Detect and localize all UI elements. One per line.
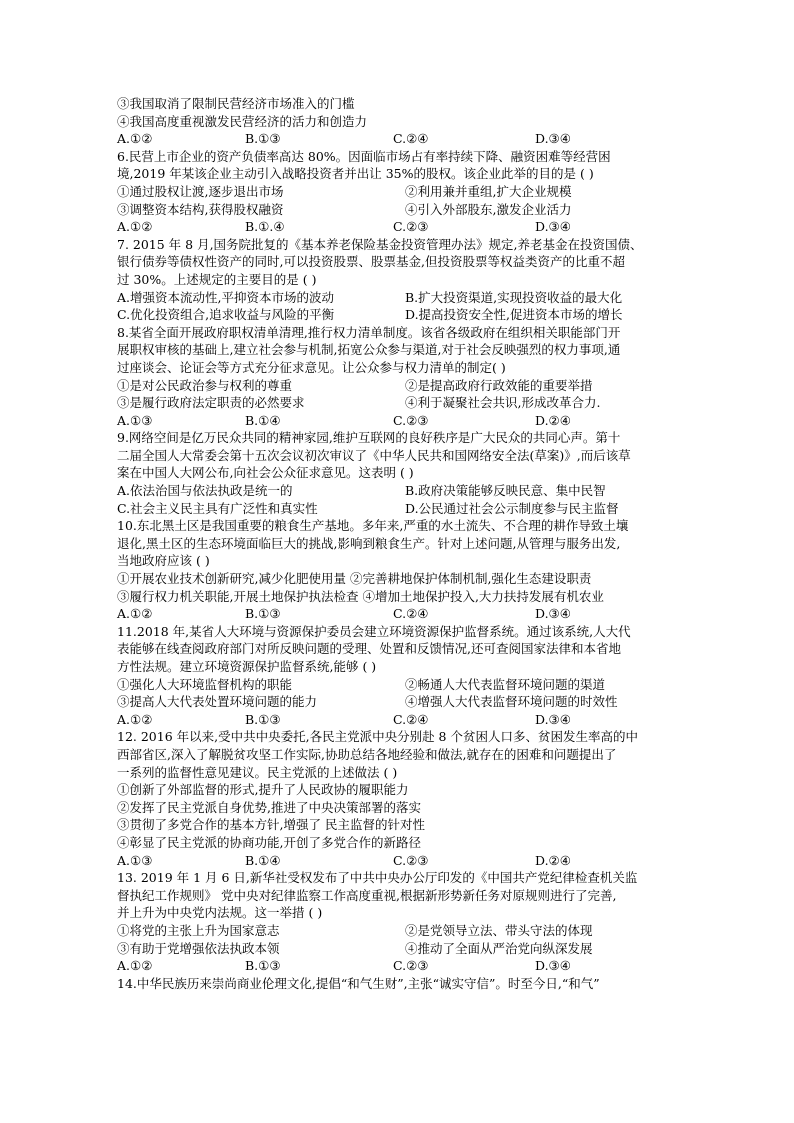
choice-pair xyxy=(117,500,687,518)
choice-pair xyxy=(117,676,687,694)
text-line: 西部省区,深入了解脱贫攻坚工作实际,协助总结各地经验和做法,就存在的困难和问题提出了 xyxy=(117,746,617,762)
choice-pair xyxy=(117,482,687,500)
choice-pair xyxy=(117,201,687,219)
answer-options xyxy=(117,218,687,236)
text-line: 13. 2019 年 1 月 6 日,新华社受权发布了中共中央办公厅印发的《中国共产党纪律检查机关监 xyxy=(117,870,638,886)
text-line: 11.2018 年,某省人大环境与资源保护委员会建立环境资源保护监督系统。通过该系统,人大代 xyxy=(117,623,631,639)
text-line: 当地政府应该 ( ) xyxy=(117,553,210,569)
choice-item: ④推动了全面从严治党向纵深发展 xyxy=(405,940,593,956)
option-a: A.①② xyxy=(117,131,153,147)
text-line: ③我国取消了限制民营经济市场准入的门槛 xyxy=(117,96,355,111)
option-d: D.③④ xyxy=(535,219,571,235)
option-a: A.①② xyxy=(117,606,153,622)
text-line: 14.中华民族历来崇尚商业伦理文化,提倡“和气生财”,主张“诚实守信”。时至今日,“和气” xyxy=(117,975,600,991)
text-line: 6.民营上市企业的资产负债率高达 80%。因面临市场占有率持续下降、融资困难等经营困 xyxy=(117,148,611,164)
option-b: B.①③ xyxy=(245,606,281,622)
document-body xyxy=(117,95,687,992)
option-d: D.③④ xyxy=(535,958,571,974)
answer-options xyxy=(117,412,687,430)
option-a: A.①② xyxy=(117,958,153,974)
option-b: B.①④ xyxy=(245,852,281,868)
option-d: D.②④ xyxy=(535,852,571,868)
choice-item: ③有助于党增强依法执政本领 xyxy=(117,940,280,956)
choice-item: ④利于凝聚社会共识,形成改革合力. xyxy=(405,395,601,411)
choice-item: ①将党的主张上升为国家意志 xyxy=(117,922,280,938)
text-line: 7. 2015 年 8 月,国务院批复的《基本养老保险基金投资管理办法》规定,养老基金在投资国债、 xyxy=(117,236,643,252)
option-b: B.①.④ xyxy=(245,219,285,235)
option-d: D.②④ xyxy=(535,412,571,428)
text-line: ③贯彻了多党合作的基本方针,增强了 民主监督的针对性 xyxy=(117,817,425,833)
choice-item: A.依法治国与依法执政是统一的 xyxy=(117,483,293,499)
choice-pair xyxy=(117,693,687,711)
answer-options xyxy=(117,711,687,729)
choice-item: C.优化投资组合,追求收益与风险的平衡 xyxy=(117,307,335,323)
text-line: 过 30%。上述规定的主要目的是 ( ) xyxy=(117,271,317,287)
choice-item: ③调整资本结构,获得股权融资 xyxy=(117,201,284,217)
option-d: D.③④ xyxy=(535,606,571,622)
text-line: ②发挥了民主党派自身优势,推进了中央决策部署的落实 xyxy=(117,799,421,815)
answer-options xyxy=(117,130,687,148)
option-b: B.①④ xyxy=(245,412,281,428)
text-line: 一系列的监督性意见建议。民主党派的上述做法 ( ) xyxy=(117,764,398,780)
option-b: B.①③ xyxy=(245,958,281,974)
text-line: 二届全国人大常委会第十五次会议初次审议了《中华人民共和国网络安全法(草案)》,而后该草 xyxy=(117,447,631,463)
choice-item: C.社会主义民主具有广泛性和真实性 xyxy=(117,500,318,516)
choice-pair xyxy=(117,922,687,940)
text-line: ①开展农业技术创新研究,减少化肥使用量 ②完善耕地保护体制机制,强化生态建设职责 xyxy=(117,571,592,587)
text-line: 8.某省全面开展政府职权清单清理,推行权力清单制度。该省各级政府在组织相关职能部门开 xyxy=(117,324,621,340)
option-a: A.①② xyxy=(117,219,153,235)
option-c: C.②③ xyxy=(393,852,429,868)
text-line: ③履行权力机关职能,开展土地保护执法检查 ④增加土地保护投入,大力扶持发展有机农业 xyxy=(117,588,604,604)
text-line: 12. 2016 年以来,受中共中央委托,各民主党派中央分别赴 8 个贫困人口多、贫困发生率高的中 xyxy=(117,729,638,745)
text-line: ①创新了外部监督的形式,提升了人民政协的履职能力 xyxy=(117,782,409,798)
text-line: 方性法规。建立环境资源保护监督系统,能够 ( ) xyxy=(117,659,377,674)
choice-item: ②利用兼并重组,扩大企业规模 xyxy=(405,183,572,199)
text-line: 案在中国人大网公布,向社会公众征求意见。这表明 ( ) xyxy=(117,465,414,481)
choice-item: ②是提高政府行政效能的重要举措 xyxy=(405,377,593,393)
choice-item: B.政府决策能够反映民意、集中民智 xyxy=(405,483,606,499)
choice-pair xyxy=(117,394,687,412)
choice-item: ②是党领导立法、带头守法的体现 xyxy=(405,922,593,938)
choice-item: ①通过股权让渡,逐步退出市场 xyxy=(117,183,284,199)
choice-item: D.提高投资安全性,促进资本市场的增长 xyxy=(405,307,623,323)
choice-pair xyxy=(117,289,687,307)
choice-item: ③提高人大代表处置环境问题的能力 xyxy=(117,694,318,710)
option-c: C.②③ xyxy=(393,412,429,428)
option-a: A.①② xyxy=(117,711,153,727)
choice-item: ③是履行政府法定职责的必然要求 xyxy=(117,395,305,411)
choice-item: ④增强人大代表监督环境问题的时效性 xyxy=(405,694,618,710)
choice-pair xyxy=(117,940,687,958)
choice-item: A.增强资本流动性,平抑资本市场的波动 xyxy=(117,289,334,305)
choice-item: ④引入外部股东,激发企业活力 xyxy=(405,201,572,217)
choice-item: D.公民通过社会公示制度参与民主监督 xyxy=(405,500,619,516)
option-b: B.①③ xyxy=(245,131,281,147)
text-line: ④彰显了民主党派的协商功能,开创了多党合作的新路径 xyxy=(117,834,421,850)
text-line: 并上升为中央党内法规。这一举措 ( ) xyxy=(117,905,323,921)
choice-pair xyxy=(117,377,687,395)
text-line: 督执纪工作规则》 党中央对纪律监察工作高度重视,根据新形势新任务对原规则进行了完善, xyxy=(117,887,617,903)
answer-options xyxy=(117,852,687,870)
choice-pair xyxy=(117,183,687,201)
option-c: C.②③ xyxy=(393,219,429,235)
text-line: 展职权审核的基础上,建立社会参与机制,拓宽公众参与渠道,对于社会反映强烈的权力事项,通 xyxy=(117,342,621,358)
text-line: 9.网络空间是亿万民众共同的精神家园,维护互联网的良好秩序是广大民众的共同心声。第十 xyxy=(117,430,621,446)
text-line: 退化,黑土区的生态环境面临巨大的挑战,影响到粮食生产。针对上述问题,从管理与服务出发, xyxy=(117,535,621,551)
choice-item: ①是对公民政治参与权利的尊重 xyxy=(117,377,293,393)
text-line: 表能够在线查阅政府部门对所反映问题的受理、处置和反馈情况,还可查阅国家法律和本省地 xyxy=(117,641,621,657)
option-d: D.③④ xyxy=(535,711,571,727)
choice-item: B.扩大投资渠道,实现投资收益的最大化 xyxy=(405,289,623,305)
option-c: C.②③ xyxy=(393,958,429,974)
option-b: B.①③ xyxy=(245,711,281,727)
answer-options xyxy=(117,957,687,975)
text-line: 境,2019 年某该企业主动引入战略投资者并出让 35%的股权。该企业此举的目的是 ( ) xyxy=(117,166,594,182)
choice-pair xyxy=(117,306,687,324)
choice-item: ②畅通人大代表监督环境问题的渠道 xyxy=(405,676,606,692)
text-line: 银行债券等债权性资产的同时,可以投资股票、股票基金,但投资股票等权益类资产的比重不超 xyxy=(117,254,625,270)
text-line: 过座谈会、论证会等方式充分征求意见。让公众参与权力清单的制定( ) xyxy=(117,359,506,375)
option-d: D.③④ xyxy=(535,131,571,147)
answer-options xyxy=(117,605,687,623)
option-a: A.①③ xyxy=(117,412,153,428)
text-line: ④我国高度重视激发民营经济的活力和创造力 xyxy=(117,113,368,129)
choice-item: ①强化人大环境监督机构的职能 xyxy=(117,676,293,692)
option-a: A.①③ xyxy=(117,852,153,868)
option-c: C.②④ xyxy=(393,606,429,622)
option-c: C.②④ xyxy=(393,131,429,147)
option-c: C.②④ xyxy=(393,711,429,727)
text-line: 10.东北黑土区是我国重要的粮食生产基地。多年来,严重的水土流失、不合理的耕作导致土壤 xyxy=(117,518,629,534)
